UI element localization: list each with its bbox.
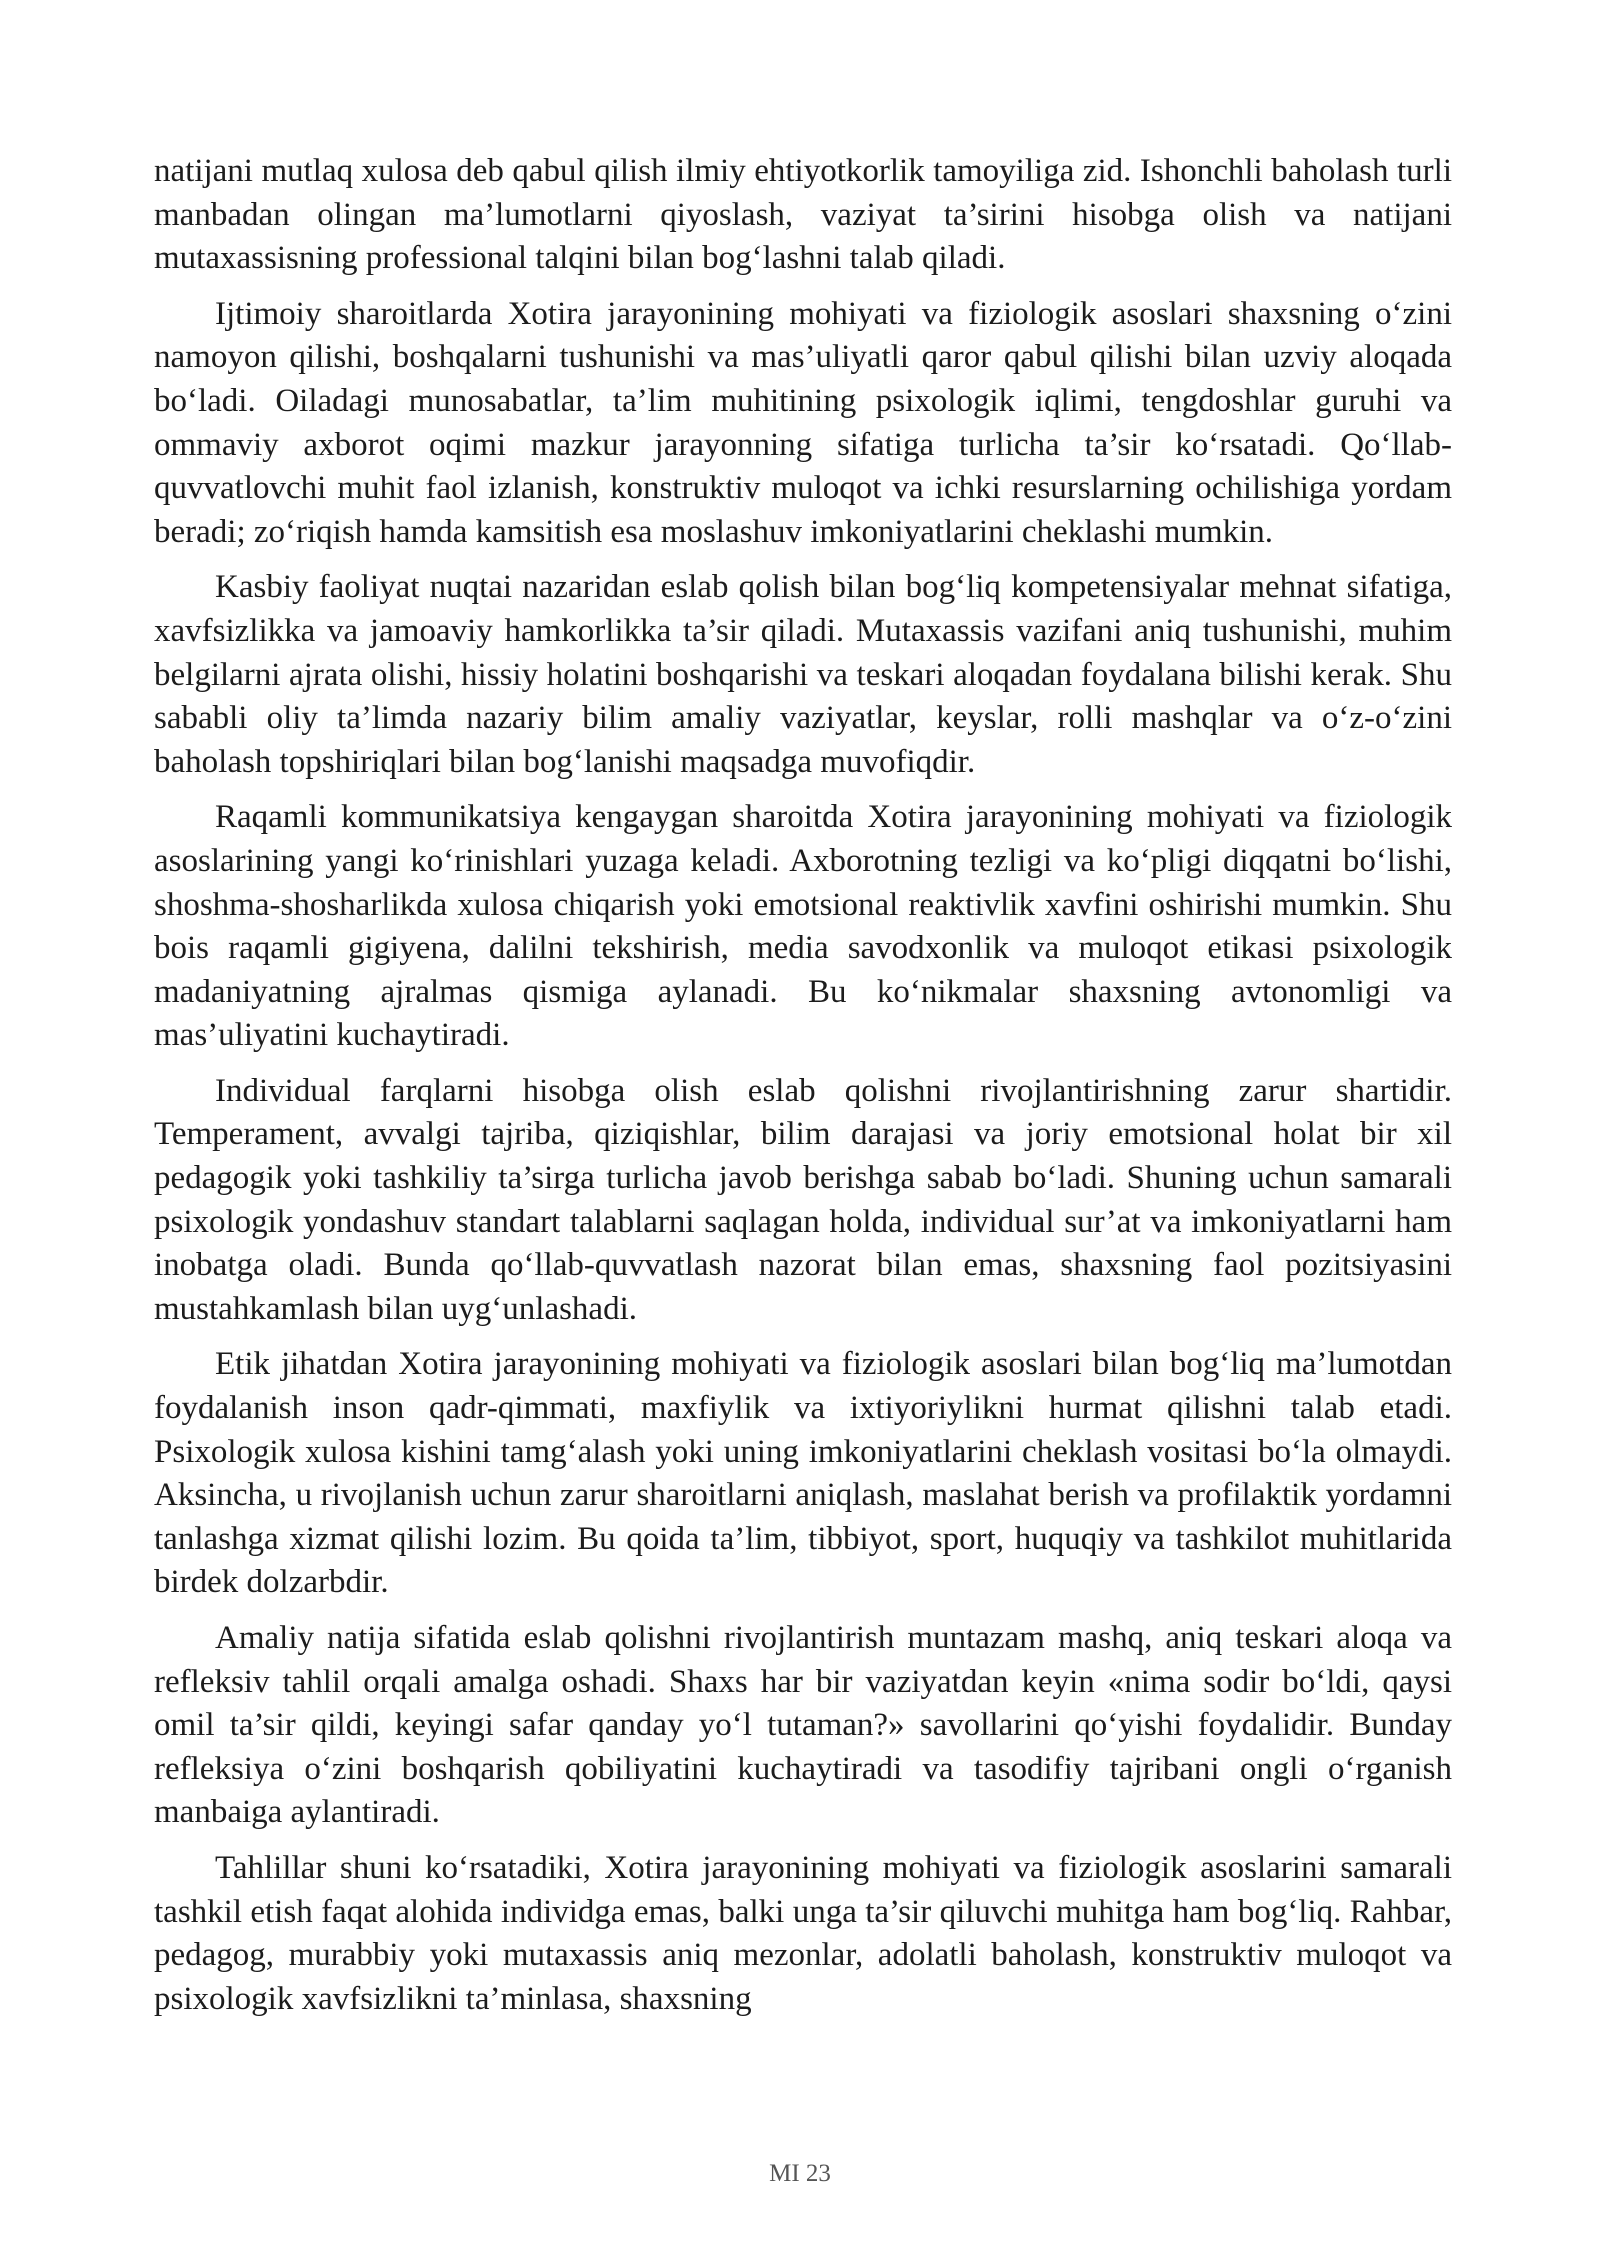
paragraph-4: Raqamli kommunikatsiya kengaygan sharoitda Xotira jarayonining mohiyati va fiziologik asoslarining yangi ko‘rinishlari yuzaga keladi. Axborotning tezligi va ko‘pligi diqqatni bo‘lishi, shoshma-shosharlikda xulosa chiqarish yoki emotsional reaktivlik xavfini oshirishi mumkin. Shu bois raqamli gigiyena, dalilni tekshirish, media savodxonlik va muloqot etikasi psixologik madaniyatning ajralmas qismiga aylanadi. Bu ko‘nikmalar shaxsning avtonomligi va mas’uliyatini kuchaytiradi. [154,799,1452,1054]
page-body [154,150,1452,2033]
paragraph-1: natijani mutlaq xulosa deb qabul qilish ilmiy ehtiyotkorlik tamoyiliga zid. Ishonchli baholash turli manbadan olingan ma’lumotlarni qiyoslash, vaziyat ta’sirini hisobga olish va natijani mutaxassisning professional talqini bilan bog‘lashni talab qiladi. [154,153,1452,277]
paragraph-7: Amaliy natija sifatida eslab qolishni rivojlantirish muntazam mashq, aniq teskari aloqa va refleksiv tahlil orqali amalga oshadi. Shaxs har bir vaziyatdan keyin «nima sodir bo‘ldi, qaysi omil ta’sir qildi, keyingi safar qanday yo‘l tutaman?» savollarini qo‘yishi foydalidir. Bunday refleksiya o‘zini boshqarish qobiliyatini kuchaytiradi va tasodifiy tajribani ongli o‘rganish manbaiga aylantiradi. [154,1620,1452,1831]
paragraph-3: Kasbiy faoliyat nuqtai nazaridan eslab qolish bilan bog‘liq kompetensiyalar mehnat sifatiga, xavfsizlikka va jamoaviy hamkorlikka ta’sir qiladi. Mutaxassis vazifani aniq tushunishi, muhim belgilarni ajrata olishi, hissiy holatini boshqarishi va teskari aloqadan foydalana bilishi kerak. Shu sababli oliy ta’limda nazariy bilim amaliy vaziyatlar, keyslar, rolli mashqlar va o‘z-o‘zini baholash topshiriqlari bilan bog‘lanishi maqsadga muvofiqdir. [154,569,1452,780]
page-number: MI 23 [769,2160,831,2187]
paragraph-8: Tahlillar shuni ko‘rsatadiki, Xotira jarayonining mohiyati va fiziologik asoslarini samarali tashkil etish faqat alohida individga emas, balki unga ta’sir qiluvchi muhitga ham bog‘liq. Rahbar, pedagog, murabbiy yoki mutaxassis aniq mezonlar, adolatli baholash, konstruktiv muloqot va psixologik xavfsizlikni ta’minlasa, shaxsning [154,1849,1452,2017]
paragraph-5: Individual farqlarni hisobga olish eslab qolishni rivojlantirishning zarur shartidir. Temperament, avvalgi tajriba, qiziqishlar, bilim darajasi va joriy emotsional holat bir xil pedagogik yoki tashkiliy ta’sirga turlicha javob berishga sabab bo‘ladi. Shuning uchun samarali psixologik yondashuv standart talablarni saqlagan holda, individual sur’at va imkoniyatlarni ham inobatga oladi. Bunda qo‘llab-quvvatlash nazorat bilan emas, shaxsning faol pozitsiyasini mustahkamlash bilan uyg‘unlashadi. [154,1072,1452,1327]
paragraph-2: Ijtimoiy sharoitlarda Xotira jarayonining mohiyati va fiziologik asoslari shaxsning o‘zini namoyon qilishi, boshqalarni tushunishi va mas’uliyatli qaror qabul qilishi bilan uzviy aloqada bo‘ladi. Oiladagi munosabatlar, ta’lim muhitining psixologik iqlimi, tengdoshlar guruhi va ommaviy axborot oqimi mazkur jarayonning sifatiga turlicha ta’sir ko‘rsatadi. Qo‘llab-quvvatlovchi muhit faol izlanish, konstruktiv muloqot va ichki resurslarning ochilishiga yordam beradi; zo‘riqish hamda kamsitish esa moslashuv imkoniyatlarini cheklashi mumkin. [154,295,1452,550]
paragraph-6: Etik jihatdan Xotira jarayonining mohiyati va fiziologik asoslari bilan bog‘liq ma’lumotdan foydalanish inson qadr-qimmati, maxfiylik va ixtiyoriylikni hurmat qilishni talab etadi. Psixologik xulosa kishini tamg‘alash yoki uning imkoniyatlarini cheklash vositasi bo‘la olmaydi. Aksincha, u rivojlanish uchun zarur sharoitlarni aniqlash, maslahat berish va profilaktik yordamni tanlashga xizmat qilishi lozim. Bu qoida ta’lim, tibbiyot, sport, huquqiy va tashkilot muhitlarida birdek dolzarbdir. [154,1346,1452,1601]
